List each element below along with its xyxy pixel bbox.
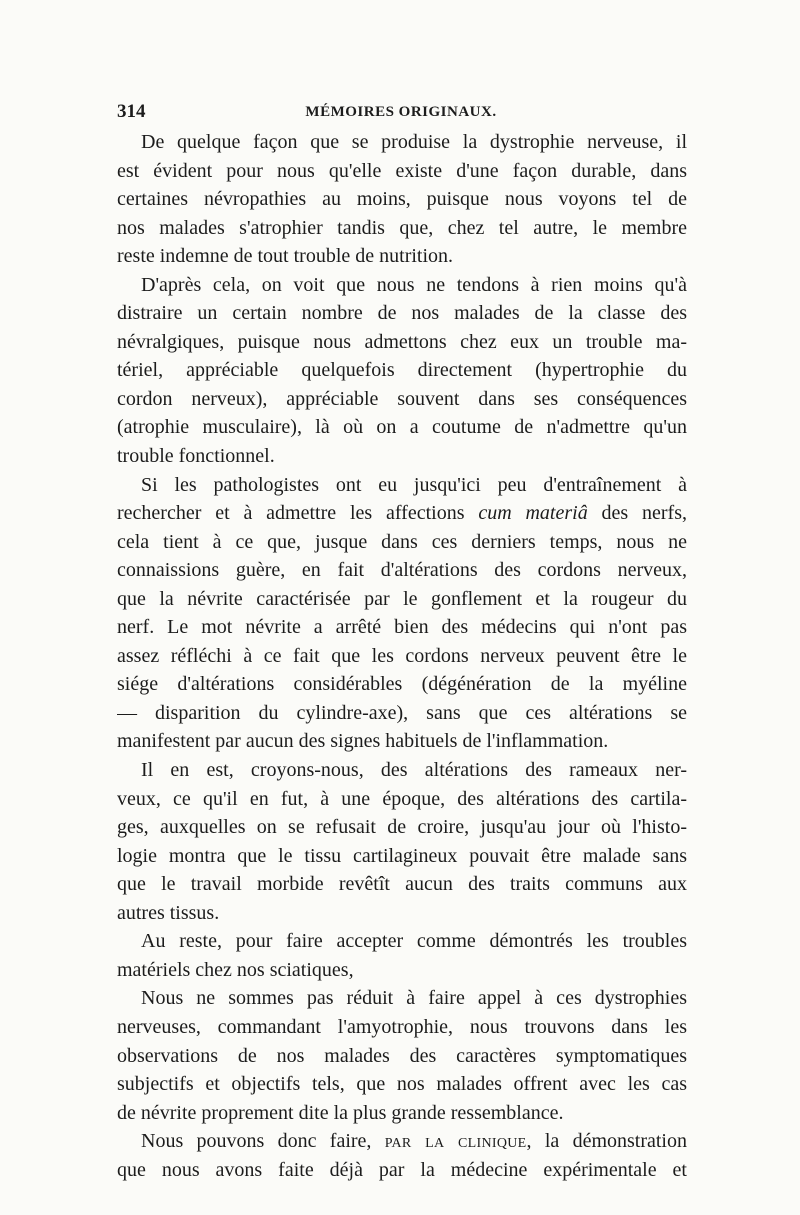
- text-line: [117, 1127, 687, 1156]
- text-line: Si les pathologistes ont eu jusqu'ici peu d'entraînement à: [141, 473, 687, 496]
- small-caps-phrase: par la clinique: [384, 1130, 527, 1153]
- text-line: ges, auxquelles on se refusait de croire, jusqu'au jour où l'histo-: [117, 816, 687, 839]
- text-line: D'après cela, on voit que nous ne tendons à rien moins qu'à: [141, 273, 687, 296]
- text-line: (atrophie musculaire), là où on a coutume de n'admettre qu'un: [117, 416, 687, 439]
- running-head: MÉMOIRES ORIGINAUX.: [305, 104, 497, 120]
- text-line: siége d'altérations considérables (dégénération de la myéline: [117, 673, 687, 696]
- text-line: autres tissus.: [117, 901, 220, 924]
- text-fragment: rechercher et à admettre les affections: [117, 502, 479, 525]
- text-line: névralgiques, puisque nous admettons chez eux un trouble ma-: [117, 330, 687, 353]
- text-line: est évident pour nous qu'elle existe d'une façon durable, dans: [117, 159, 687, 182]
- text-line: distraire un certain nombre de nos malades de la classe des: [117, 302, 687, 325]
- text-line: assez réfléchi à ce fait que les cordons nerveux peuvent être le: [117, 644, 687, 667]
- text-line: logie montra que le tissu cartilagineux pouvait être malade sans: [117, 844, 687, 867]
- text-line: reste indemne de tout trouble de nutrition.: [117, 245, 454, 268]
- text-line: que le travail morbide revêtît aucun des traits communs aux: [117, 873, 687, 896]
- text-line: que la névrite caractérisée par le gonflement et la rougeur du: [117, 587, 687, 610]
- text-line: connaissions guère, en fait d'altérations des cordons nerveux,: [117, 559, 687, 582]
- text-line: matériels chez nos sciatiques,: [117, 958, 354, 981]
- text-line: subjectifs et objectifs tels, que nos malades offrent avec les cas: [117, 1073, 687, 1096]
- text-line: [117, 499, 687, 528]
- text-fragment: des nerfs,: [587, 502, 687, 525]
- page-number: 314: [117, 101, 146, 122]
- text-line: que nous avons faite déjà par la médecine expérimentale et: [117, 1158, 687, 1181]
- text-line: cela tient à ce que, jusque dans ces derniers temps, nous ne: [117, 530, 687, 553]
- text-line: trouble fonctionnel.: [117, 445, 275, 468]
- text-line: de névrite proprement dite la plus grande ressemblance.: [117, 1101, 564, 1124]
- text-line: nerf. Le mot névrite a arrêté bien des médecins qui n'ont pas: [117, 616, 687, 639]
- text-line: certaines névropathies au moins, puisque nous voyons tel de: [117, 188, 687, 211]
- text-line: cordon nerveux), appréciable souvent dans ses conséquences: [117, 387, 687, 410]
- text-fragment: , la démonstration: [526, 1130, 687, 1153]
- text-line: — disparition du cylindre-axe), sans que ces altérations se: [117, 701, 687, 724]
- text-line: nos malades s'atrophier tandis que, chez tel autre, le membre: [117, 216, 687, 239]
- body-text: [117, 128, 687, 1181]
- text-line: manifestent par aucun des signes habituels de l'inflammation.: [117, 730, 609, 753]
- text-fragment: Nous pouvons donc faire,: [141, 1130, 385, 1153]
- text-line: Nous ne sommes pas réduit à faire appel à ces dystrophies: [141, 987, 687, 1010]
- text-line: tériel, appréciable quelquefois directement (hypertrophie du: [117, 359, 687, 382]
- text-line: nerveuses, commandant l'amyotrophie, nous trouvons dans les: [117, 1015, 687, 1038]
- text-line: veux, ce qu'il en fut, à une époque, des altérations des cartila-: [117, 787, 687, 810]
- text-line: Il en est, croyons-nous, des altérations des rameaux ner-: [141, 759, 687, 782]
- text-line: observations de nos malades des caractères symptomatiques: [117, 1044, 687, 1067]
- text-line: Au reste, pour faire accepter comme démontrés les troubles: [141, 930, 687, 953]
- page-header: [117, 99, 685, 125]
- italic-phrase: cum materiâ: [478, 502, 588, 525]
- text-line: De quelque façon que se produise la dystrophie nerveuse, il: [141, 131, 687, 153]
